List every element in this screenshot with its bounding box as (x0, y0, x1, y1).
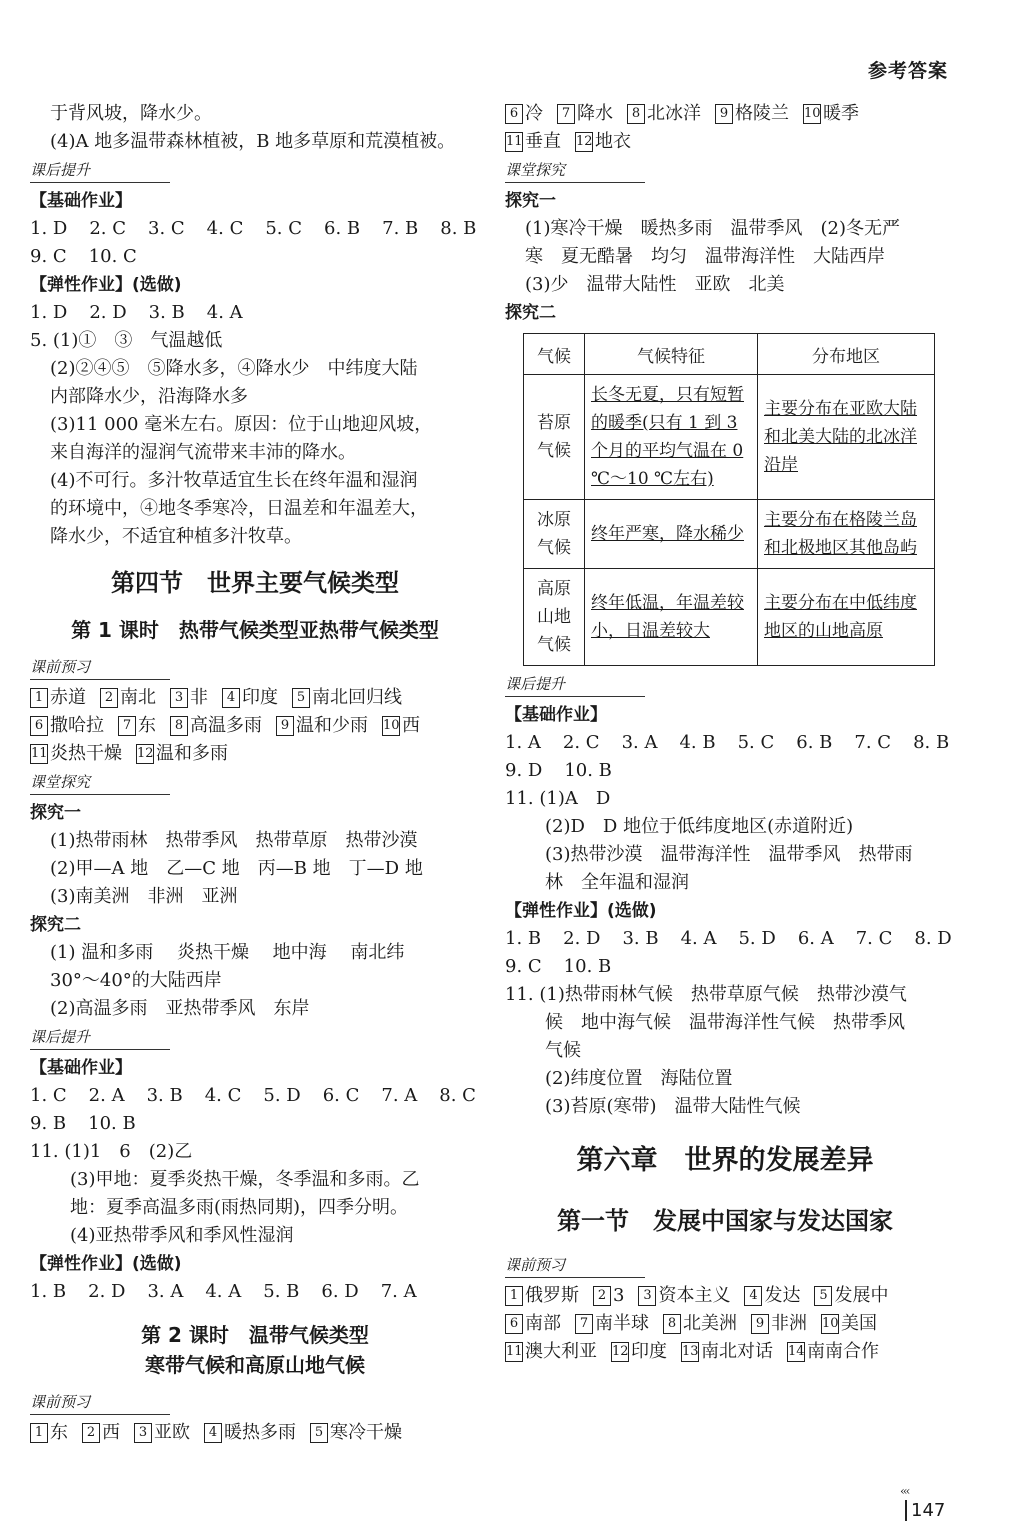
text-line: (2)纬度位置 海陆位置 (545, 1068, 733, 1089)
text-line: 11. (1)热带雨林气候 热带草原气候 热带沙漠气 (505, 984, 907, 1005)
item-number: 13 (681, 1342, 699, 1362)
answer: 10. B (563, 956, 612, 977)
climate-distribution: 主要分布在中低纬度地区的山地高原 (758, 569, 935, 666)
answer: 10. B (88, 1113, 136, 1134)
subsection-label: 探究二 (505, 303, 556, 323)
answer: 7. C (854, 732, 892, 753)
preview-item (744, 1282, 800, 1310)
item-text: 垂直 (525, 131, 561, 152)
answer: 1. D (30, 218, 68, 239)
preview-row (30, 684, 480, 712)
item-text: 暖季 (823, 103, 859, 124)
section-label: 课堂探究 (30, 770, 170, 795)
text-line: (3)少 温带大陆性 亚欧 北美 (525, 274, 785, 295)
section-label: 课后提升 (505, 672, 645, 697)
preview-item (118, 712, 156, 740)
answer: 4. A (205, 1281, 242, 1302)
preview-item (222, 684, 278, 712)
text-line: (2)高温多雨 亚热带季风 东岸 (50, 998, 310, 1019)
preview-item (170, 712, 262, 740)
item-number: 2 (82, 1423, 100, 1443)
preview-item (310, 1419, 402, 1447)
item-number: 8 (627, 104, 645, 124)
item-text: 赤道 (50, 687, 86, 708)
text-line: (1)热带雨林 热带季风 热带草原 热带沙漠 (50, 830, 418, 851)
subsection-label: 探究一 (505, 191, 556, 211)
answer: 10. C (88, 246, 137, 267)
table-header: 分布地区 (758, 334, 935, 375)
climate-feature: 终年严寒，降水稀少 (585, 500, 758, 569)
answer: 5. C (265, 218, 303, 239)
answer: 7. B (382, 218, 419, 239)
text-line: (4)A 地多温带森林植被，B 地多草原和荒漠植被。 (50, 131, 456, 152)
preview-item (505, 1282, 579, 1310)
climate-name: 苔原气候 (524, 375, 585, 500)
answer: 4. C (206, 218, 244, 239)
answer: 7. A (381, 1085, 418, 1106)
preview-item (627, 100, 701, 128)
answer: 6. C (322, 1085, 360, 1106)
answer: 3. B (146, 1085, 183, 1106)
answer: 8. B (440, 218, 477, 239)
answer: 2. D (89, 302, 127, 323)
item-text: 地衣 (595, 131, 631, 152)
preview-item (136, 740, 228, 768)
preview-item (681, 1338, 773, 1366)
text-line: (2)②④⑤ ⑤降水多，④降水少 中纬度大陆 (50, 358, 418, 379)
preview-item (663, 1310, 737, 1338)
item-number: 7 (118, 716, 136, 736)
item-text: 俄罗斯 (525, 1285, 579, 1306)
preview-item (821, 1310, 877, 1338)
item-text: 南部 (525, 1313, 561, 1334)
climate-feature: 长冬无夏，只有短暂的暖季(只有 1 到 3 个月的平均气温在 0 ℃～10 ℃左右) (585, 375, 758, 500)
preview-item (292, 684, 402, 712)
item-number: 1 (505, 1286, 523, 1306)
item-text: 南北回归线 (312, 687, 402, 708)
answer: 3. B (622, 928, 659, 949)
item-number: 4 (204, 1423, 222, 1443)
preview-item (382, 712, 420, 740)
text-line: (2)甲—A 地 乙—C 地 丙—B 地 丁—D 地 (50, 858, 423, 879)
answer-row (30, 215, 480, 243)
item-text: 北冰洋 (647, 103, 701, 124)
item-text: 非洲 (771, 1313, 807, 1334)
answer: 2. C (562, 732, 600, 753)
preview-row (30, 740, 480, 768)
lesson-title: 寒带气候和高原山地气候 (145, 1353, 365, 1377)
climate-distribution: 主要分布在亚欧大陆和北美大陆的北冰洋沿岸 (758, 375, 935, 500)
answer: 9. C (30, 246, 67, 267)
text-line: (4)亚热带季风和季风性湿润 (70, 1225, 294, 1246)
item-text: 南南合作 (807, 1341, 879, 1362)
preview-item (30, 740, 122, 768)
item-text: 温和少雨 (296, 715, 368, 736)
answer: 3. A (621, 732, 658, 753)
preview-item (30, 684, 86, 712)
preview-item (100, 684, 156, 712)
text-line: 气候 (545, 1040, 581, 1061)
climate-table (523, 333, 935, 666)
answer: 4. A (206, 302, 243, 323)
item-number: 2 (593, 1286, 611, 1306)
climate-name: 高原山地气候 (524, 569, 585, 666)
item-number: 9 (276, 716, 294, 736)
text-line: 地：夏季高温多雨(雨热同期)，四季分明。 (70, 1197, 409, 1218)
answer-row (30, 1278, 480, 1306)
item-number: 11 (505, 1342, 523, 1362)
answer-row (30, 1082, 480, 1110)
item-text: 降水 (577, 103, 613, 124)
item-number: 4 (222, 688, 240, 708)
answer: 8. D (914, 928, 952, 949)
section-label: 课前预习 (30, 1390, 170, 1415)
answer: 9. C (505, 956, 542, 977)
text-line: 内部降水少，沿海降水多 (50, 386, 248, 407)
answer: 8. B (913, 732, 950, 753)
table-header: 气候特征 (585, 334, 758, 375)
item-text: 印度 (631, 1341, 667, 1362)
chapter-title: 第六章 世界的发展差异 (576, 1145, 874, 1176)
item-number: 7 (575, 1314, 593, 1334)
section-label: 课后提升 (30, 158, 170, 183)
item-number: 7 (557, 104, 575, 124)
section-label: 课前预习 (30, 655, 170, 680)
item-number: 6 (505, 1314, 523, 1334)
text-line: 候 地中海气候 温带海洋性气候 热带季风 (545, 1012, 905, 1033)
item-text: 格陵兰 (735, 103, 789, 124)
answer-row (505, 925, 952, 953)
text-line: 降水少，不适宜种植多汁牧草。 (50, 526, 302, 547)
table-header: 气候 (524, 334, 585, 375)
item-number: 3 (134, 1423, 152, 1443)
answer-row (30, 1110, 480, 1138)
answer: 4. B (679, 732, 716, 753)
answer: 2. D (88, 1281, 126, 1302)
item-number: 12 (136, 744, 154, 764)
answer: 1. D (30, 302, 68, 323)
answer: 7. C (855, 928, 893, 949)
preview-item (611, 1338, 667, 1366)
text-line: 11. (1)A D (505, 788, 611, 809)
climate-name: 冰原气候 (524, 500, 585, 569)
table-header-row (524, 334, 935, 375)
item-number: 5 (310, 1423, 328, 1443)
item-text: 澳大利亚 (525, 1341, 597, 1362)
answer: 5. C (737, 732, 775, 753)
text-line: (1)寒冷干燥 暖热多雨 温带季风 (2)冬无严 (525, 218, 900, 239)
item-number: 11 (30, 744, 48, 764)
left-column (30, 100, 480, 1447)
item-text: 西 (402, 715, 420, 736)
answer: 2. A (88, 1085, 125, 1106)
text-line: (1) 温和多雨 炎热干燥 地中海 南北纬 (50, 942, 405, 963)
item-number: 10 (382, 716, 400, 736)
answer: 3. A (147, 1281, 184, 1302)
answer: 3. C (148, 218, 185, 239)
answer-row (505, 729, 950, 757)
text-line: 来自海洋的湿润气流带来丰沛的降水。 (50, 442, 356, 463)
preview-row (30, 712, 480, 740)
item-number: 9 (715, 104, 733, 124)
subsection-label: 探究二 (30, 915, 81, 935)
item-text: 高温多雨 (190, 715, 262, 736)
text-line: 5. (1)① ③ 气温越低 (30, 330, 223, 351)
item-text: 西 (102, 1422, 120, 1443)
item-number: 12 (575, 132, 593, 152)
item-text: 南北 (120, 687, 156, 708)
answer: 5. D (738, 928, 776, 949)
section-title: 第四节 世界主要气候类型 (111, 569, 399, 597)
section-label: 课前预习 (505, 1253, 645, 1278)
preview-row (505, 1310, 945, 1338)
text-line: 于背风坡，降水少。 (50, 103, 212, 124)
preview-item (505, 1310, 561, 1338)
item-text: 北美洲 (683, 1313, 737, 1334)
text-line: 11. (1)1 6 (2)乙 (30, 1141, 193, 1162)
item-text: 东 (50, 1422, 68, 1443)
text-line: 的环境中，④地冬季寒冷，日温差和年温差大， (50, 498, 428, 519)
item-text: 暖热多雨 (224, 1422, 296, 1443)
page-number: 147 (905, 1500, 945, 1521)
preview-row (505, 1282, 945, 1310)
item-number: 2 (100, 688, 118, 708)
answer: 1. A (505, 732, 541, 753)
item-text: 冷 (525, 103, 543, 124)
section-label: 课后提升 (30, 1025, 170, 1050)
answer: 4. C (204, 1085, 242, 1106)
preview-item (814, 1282, 888, 1310)
item-number: 14 (787, 1342, 805, 1362)
subsection-label: 【基础作业】 (505, 705, 607, 725)
preview-item (575, 1310, 649, 1338)
answer: 1. B (30, 1281, 67, 1302)
item-text: 非 (190, 687, 208, 708)
answer: 6. B (796, 732, 833, 753)
preview-item (276, 712, 368, 740)
item-number: 3 (638, 1286, 656, 1306)
item-number: 8 (170, 716, 188, 736)
item-number: 10 (821, 1314, 839, 1334)
item-text: 发达 (764, 1285, 801, 1306)
answer: 5. D (263, 1085, 301, 1106)
preview-item (803, 100, 859, 128)
preview-item (505, 100, 543, 128)
text-line: (3)南美洲 非洲 亚洲 (50, 886, 238, 907)
item-text: 撒哈拉 (50, 715, 104, 736)
answer-row (505, 757, 945, 785)
preview-item (751, 1310, 807, 1338)
preview-item (638, 1282, 730, 1310)
answer: 8. C (439, 1085, 476, 1106)
preview-row (505, 128, 945, 156)
preview-item (593, 1282, 624, 1310)
item-number: 1 (30, 688, 48, 708)
item-text: 南半球 (595, 1313, 649, 1334)
text-line: (3)甲地：夏季炎热干燥，冬季温和多雨。乙 (70, 1169, 420, 1190)
item-text: 印度 (242, 687, 278, 708)
item-number: 8 (663, 1314, 681, 1334)
table-row (524, 569, 935, 666)
preview-row (505, 100, 945, 128)
subsection-label: 【弹性作业】(选做) (30, 1254, 182, 1274)
answer: 1. C (30, 1085, 67, 1106)
answer: 6. B (324, 218, 361, 239)
page-header-title: 参考答案 (867, 60, 948, 82)
preview-item (204, 1419, 296, 1447)
answer: 2. C (89, 218, 126, 239)
section-label: 课堂探究 (505, 158, 645, 183)
item-number: 4 (744, 1286, 762, 1306)
item-text: 发展中 (834, 1285, 889, 1306)
item-text: 南北对话 (701, 1341, 773, 1362)
item-number: 12 (611, 1342, 629, 1362)
item-number: 9 (751, 1314, 769, 1334)
answer-row (30, 299, 480, 327)
answer: 3. B (148, 302, 185, 323)
section-title: 第一节 发展中国家与发达国家 (557, 1207, 893, 1235)
preview-item (134, 1419, 190, 1447)
preview-item (30, 712, 104, 740)
preview-item (30, 1419, 68, 1447)
item-number: 11 (505, 132, 523, 152)
text-line: (3)苔原(寒带) 温带大陆性气候 (545, 1096, 801, 1117)
answer: 9. B (30, 1113, 67, 1134)
preview-item (170, 684, 208, 712)
answer: 9. D (505, 760, 543, 781)
item-number: 5 (814, 1286, 832, 1306)
climate-feature: 终年低温，年温差较小，日温差较大 (585, 569, 758, 666)
preview-row (505, 1338, 945, 1366)
right-column (505, 100, 952, 1366)
answer: 6. D (321, 1281, 359, 1302)
item-text: 3 (613, 1285, 625, 1306)
subsection-label: 【基础作业】 (30, 1058, 132, 1078)
item-number: 10 (803, 104, 821, 124)
preview-item (575, 128, 631, 156)
text-line: (4)不可行。多汁牧草适宜生长在终年温和湿润 (50, 470, 418, 491)
item-text: 东 (138, 715, 156, 736)
text-line: 寒 夏无酷暑 均匀 温带海洋性 大陆西岸 (525, 246, 885, 267)
item-text: 美国 (841, 1313, 877, 1334)
climate-distribution: 主要分布在格陵兰岛和北极地区其他岛屿 (758, 500, 935, 569)
item-number: 6 (30, 716, 48, 736)
preview-item (787, 1338, 879, 1366)
answer: 1. B (505, 928, 542, 949)
page-arrows-icon: ‹‹‹ (900, 1484, 909, 1498)
preview-item (505, 1338, 597, 1366)
item-text: 炎热干燥 (50, 743, 122, 764)
item-text: 亚欧 (154, 1422, 190, 1443)
text-line: 30°～40°的大陆西岸 (50, 970, 222, 991)
preview-item (715, 100, 789, 128)
table-row (524, 500, 935, 569)
preview-item (82, 1419, 120, 1447)
text-line: (3)11 000 毫米左右。原因：位于山地迎风坡， (50, 414, 433, 435)
preview-item (505, 128, 561, 156)
answer-row (30, 243, 480, 271)
text-line: 林 全年温和湿润 (545, 872, 689, 893)
text-line: (2)D D 地位于低纬度地区(赤道附近) (545, 816, 854, 837)
item-text: 资本主义 (658, 1285, 731, 1306)
answer: 5. B (263, 1281, 300, 1302)
answer: 7. A (380, 1281, 417, 1302)
preview-row (30, 1419, 480, 1447)
answer: 4. A (680, 928, 717, 949)
subsection-label: 【基础作业】 (30, 191, 132, 211)
preview-item (557, 100, 613, 128)
answer: 6. A (797, 928, 834, 949)
subsection-label: 探究一 (30, 803, 81, 823)
table-row (524, 375, 935, 500)
answer-row (505, 953, 945, 981)
item-text: 温和多雨 (156, 743, 228, 764)
item-number: 1 (30, 1423, 48, 1443)
subsection-label: 【弹性作业】(选做) (30, 275, 182, 295)
answer: 2. D (563, 928, 601, 949)
item-number: 5 (292, 688, 310, 708)
text-line: (3)热带沙漠 温带海洋性 温带季风 热带雨 (545, 844, 913, 865)
item-number: 6 (505, 104, 523, 124)
item-number: 3 (170, 688, 188, 708)
item-text: 寒冷干燥 (330, 1422, 402, 1443)
subsection-label: 【弹性作业】(选做) (505, 901, 657, 921)
lesson-title: 第 1 课时 热带气候类型亚热带气候类型 (71, 618, 439, 642)
answer: 10. B (564, 760, 612, 781)
lesson-title: 第 2 课时 温带气候类型 (141, 1323, 369, 1347)
